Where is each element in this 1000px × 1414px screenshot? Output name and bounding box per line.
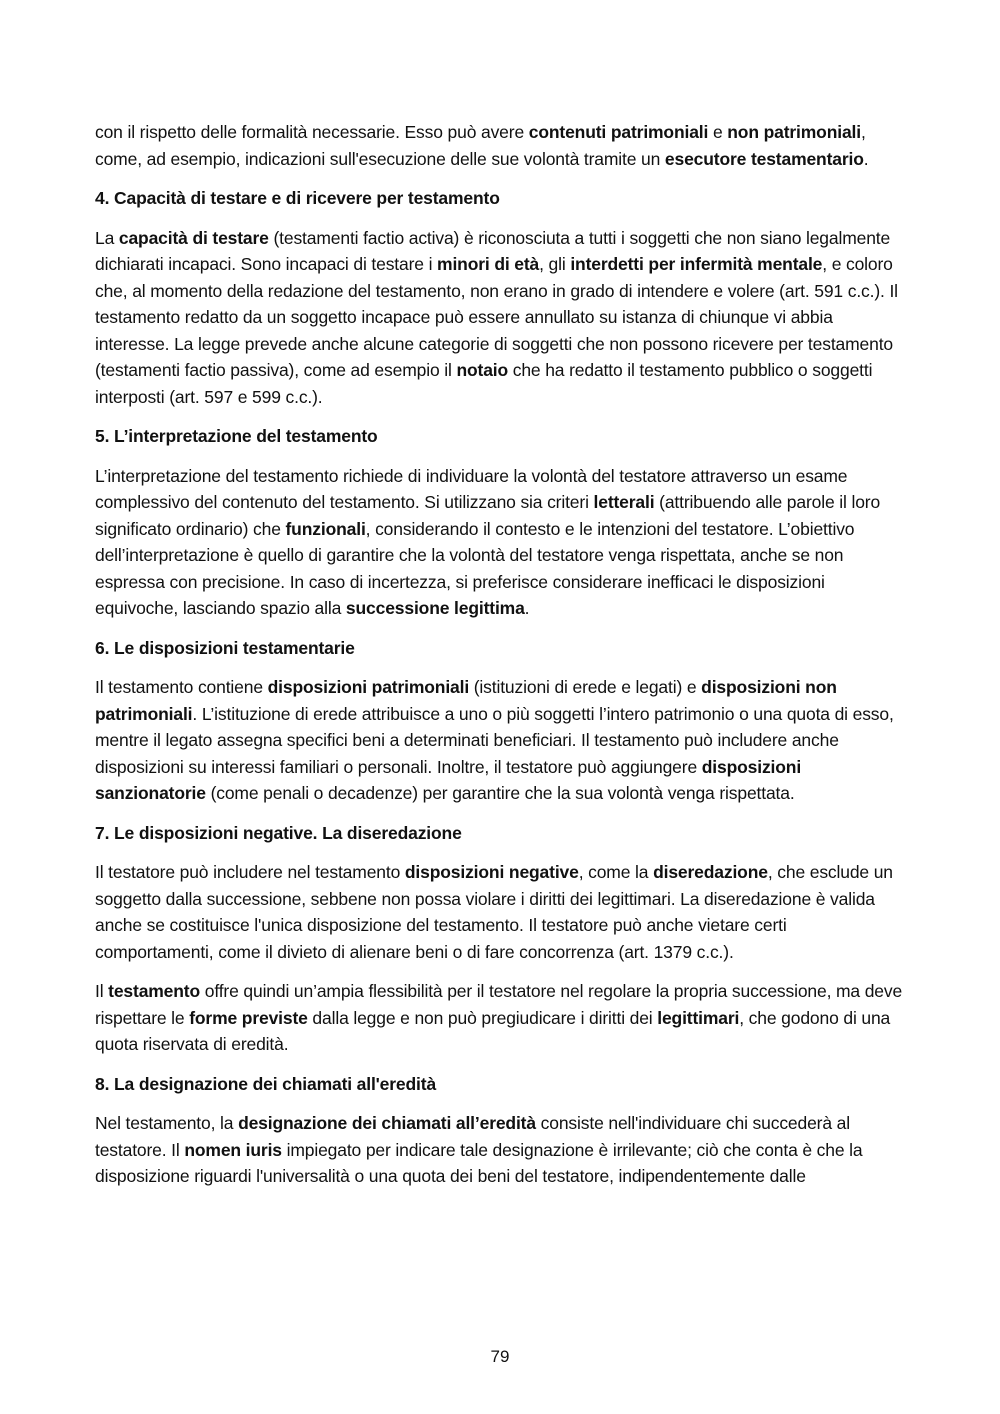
text-run: 7. Le disposizioni negative. La diseredazione <box>95 822 462 843</box>
section-heading <box>95 635 907 662</box>
paragraph <box>95 1110 907 1190</box>
text-run: , come, ad esempio, indicazioni sull'esecuzione delle sue volontà tramite un <box>95 122 866 169</box>
text-run: che ha redatto il testamento pubblico o soggetti interposti (art. 597 e 599 c.c.). <box>95 360 873 407</box>
section-heading <box>95 423 907 450</box>
text-run: 5. L’interpretazione del testamento <box>95 426 378 446</box>
text-run: , come la <box>578 862 654 882</box>
bold-text: disposizioni non patrimoniali <box>95 677 837 724</box>
bold-text: forme previste <box>189 1007 308 1028</box>
text-run: . <box>524 598 530 618</box>
paragraph <box>95 119 907 172</box>
bold-text: minori di età <box>437 254 540 274</box>
text-run: offre quindi un’ampia flessibilità per il testatore nel regolare la propria successione, ma deve rispettare le <box>95 981 903 1028</box>
text-run: Il testamento contiene <box>95 677 268 697</box>
bold-text: contenuti patrimoniali <box>528 122 709 142</box>
section-heading <box>95 185 907 212</box>
bold-text: disposizioni sanzionatorie <box>95 756 802 803</box>
bold-text: designazione dei chiamati all’eredità <box>238 1113 536 1133</box>
bold-text: letterali <box>593 492 655 512</box>
bold-text: diseredazione <box>653 862 768 882</box>
text-run: e <box>708 122 728 142</box>
text-run: , gli <box>539 254 571 274</box>
bold-text: disposizioni patrimoniali <box>267 677 470 697</box>
section-heading <box>95 820 907 847</box>
text-run: . <box>863 148 869 169</box>
text-run: consiste nell'individuare chi succederà al testatore. Il <box>95 1113 850 1160</box>
text-run: . L’istituzione di erede attribuisce a uno o più soggetti l’intero patrimonio o una quota di esso, mentre il legato assegna specifici beni a determinati beneficiari. Il testamento può includere anche disposizioni su interessi familiari o personali. Inoltre, il testatore può aggiungere <box>95 703 894 777</box>
page-body <box>95 119 907 1203</box>
section-heading <box>95 1071 907 1098</box>
text-run: L’interpretazione del testamento richiede di individuare la volontà del testatore attraverso un esame complessivo del contenuto del testamento. Si utilizzano sia criteri <box>95 465 848 512</box>
text-run: (istituzioni di erede e legati) e <box>469 677 702 697</box>
bold-text: nomen iuris <box>184 1139 282 1160</box>
bold-text: interdetti per infermità mentale <box>570 254 823 274</box>
bold-text: successione legittima <box>345 598 525 618</box>
text-run: dalla legge e non può pregiudicare i diritti dei <box>307 1007 658 1028</box>
text-run: Il testatore può includere nel testamento <box>95 862 405 882</box>
text-run: , che esclude un soggetto dalla successione, sebbene non possa violare i diritti dei legittimari. La diseredazione è valida anche se costituisce l'unica disposizione del testamento. Il testatore può anche vietare certi comportamenti, come il divieto di alienare beni o di fare concorrenza (art. 1379 c.c.). <box>95 862 893 962</box>
paragraph <box>95 978 907 1058</box>
bold-text: notaio <box>456 360 509 380</box>
page-number: 79 <box>490 1347 510 1366</box>
text-run: (come penali o decadenze) per garantire che la sua volontà venga rispettata. <box>205 783 795 803</box>
text-run: , che godono di una quota riservata di eredità. <box>95 1007 891 1054</box>
bold-text: testamento <box>108 981 201 1001</box>
text-run: , e coloro che, al momento della redazione del testamento, non erano in grado di intendere e volere (art. 591 c.c.). Il testamento redatto da un soggetto incapace può essere annullato su istanza di chiunque vi abbia interesse. La legge prevede anche alcune categorie di soggetti che non possono ricevere per testamento (testamenti factio passiva), come ad esempio il <box>95 254 898 380</box>
paragraph <box>95 225 907 411</box>
bold-text: non patrimoniali <box>727 122 861 142</box>
text-run: Nel testamento, la <box>95 1113 239 1133</box>
paragraph <box>95 859 907 965</box>
paragraph <box>95 463 907 622</box>
bold-text: esecutore testamentario <box>664 148 864 169</box>
bold-text: legittimari <box>657 1007 740 1028</box>
text-run: 6. Le disposizioni testamentarie <box>95 637 355 658</box>
text-run: con il rispetto delle formalità necessarie. Esso può avere <box>95 122 529 142</box>
bold-text: capacità di testare <box>118 227 269 248</box>
paragraph <box>95 674 907 807</box>
bold-text: funzionali <box>285 518 366 539</box>
text-run: 4. Capacità di testare e di ricevere per testamento <box>95 188 500 208</box>
text-run: , considerando il contesto e le intenzioni del testatore. L’obiettivo dell’interpretazione è quello di garantire che la volontà del testatore venga rispettata, anche se non espressa con precisione. In caso di incertezza, si preferisce considerare inefficaci le disposizioni equivoche, lasciando spazio alla <box>95 518 855 618</box>
text-run: (testamenti factio activa) è riconosciuta a tutti i soggetti che non siano legalmente dichiarati incapaci. Sono incapaci di testare i <box>95 227 891 274</box>
bold-text: disposizioni negative <box>404 862 579 882</box>
text-run: 8. La designazione dei chiamati all'eredità <box>95 1073 437 1094</box>
text-run: Il <box>95 981 109 1001</box>
text-run: (attribuendo alle parole il loro significato ordinario) che <box>95 492 881 539</box>
text-run: La <box>95 227 119 248</box>
text-run: impiegato per indicare tale designazione è irrilevante; ciò che conta è che la disposizione riguardi l'universalità o una quota dei beni del testatore, indipendentemente dalle <box>95 1139 863 1186</box>
